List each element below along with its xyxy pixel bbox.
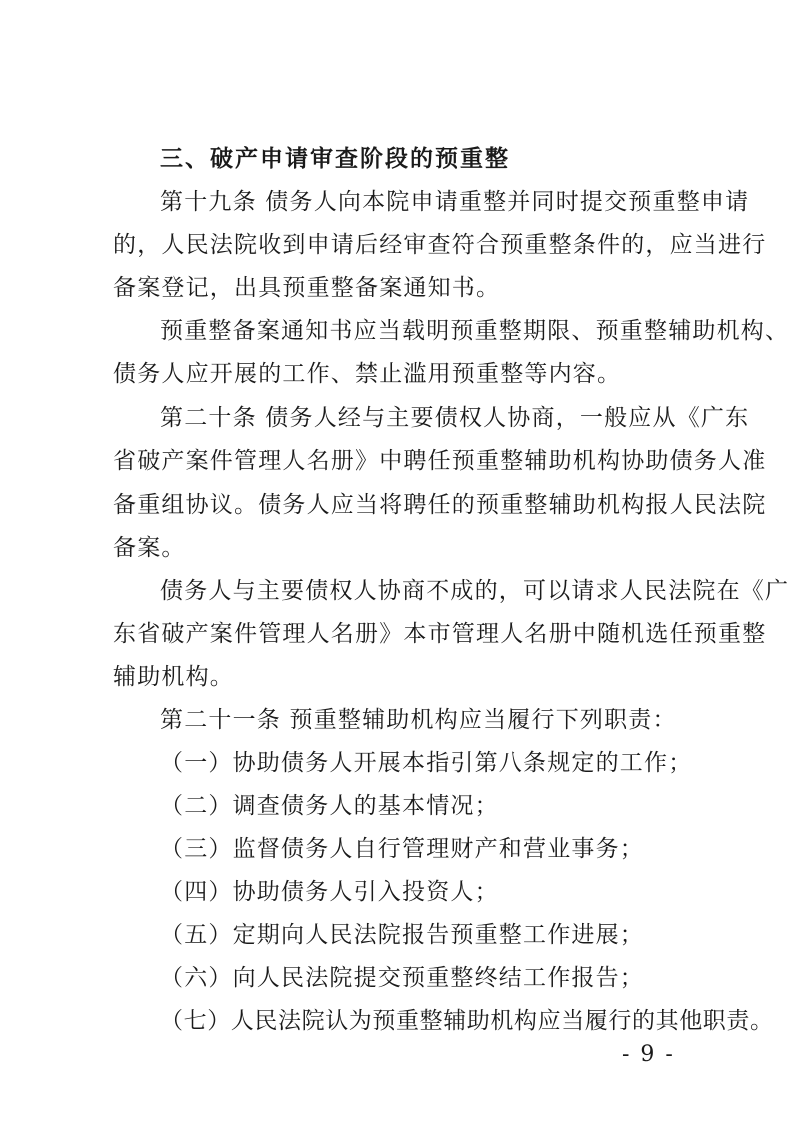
list-item: （二）调查债务人的基本情况；	[160, 793, 499, 819]
body-line: 备案登记，出具预重整备案通知书。	[113, 275, 501, 301]
body-line: 第十九条 债务人向本院申请重整并同时提交预重整申请	[160, 189, 750, 215]
body-line: 备案。	[113, 535, 186, 561]
body-line: 债务人应开展的工作、禁止滥用预重整等内容。	[113, 361, 622, 387]
list-item: （三）监督债务人自行管理财产和营业事务；	[160, 836, 644, 862]
page-number: - 9 -	[622, 1042, 675, 1067]
body-line: 省破产案件管理人名册》中聘任预重整辅助机构协助债务人准	[113, 448, 767, 474]
list-item: （一）协助债务人开展本指引第八条规定的工作；	[160, 750, 693, 776]
body-line: 债务人与主要债权人协商不成的，可以请求人民法院在《广	[160, 578, 790, 604]
body-line: 第二十一条 预重整辅助机构应当履行下列职责：	[160, 707, 677, 733]
list-item: （七）人民法院认为预重整辅助机构应当履行的其他职责。	[160, 1008, 774, 1034]
body-line: 第二十条 债务人经与主要债权人协商，一般应从《广东	[160, 405, 750, 431]
list-item: （四）协助债务人引入投资人；	[160, 879, 499, 905]
body-line: 预重整备案通知书应当载明预重整期限、预重整辅助机构、	[160, 318, 790, 344]
list-item: （五）定期向人民法院报告预重整工作进展；	[160, 922, 644, 948]
body-line: 东省破产案件管理人名册》本市管理人名册中随机选任预重整	[113, 621, 767, 647]
body-line: 辅助机构。	[113, 664, 234, 690]
body-line: 备重组协议。债务人应当将聘任的预重整辅助机构报人民法院	[113, 492, 767, 518]
section-heading: 三、破产申请审查阶段的预重整	[160, 146, 510, 172]
body-line: 的，人民法院收到申请后经审查符合预重整条件的，应当进行	[113, 232, 767, 258]
list-item: （六）向人民法院提交预重整终结工作报告；	[160, 965, 644, 991]
